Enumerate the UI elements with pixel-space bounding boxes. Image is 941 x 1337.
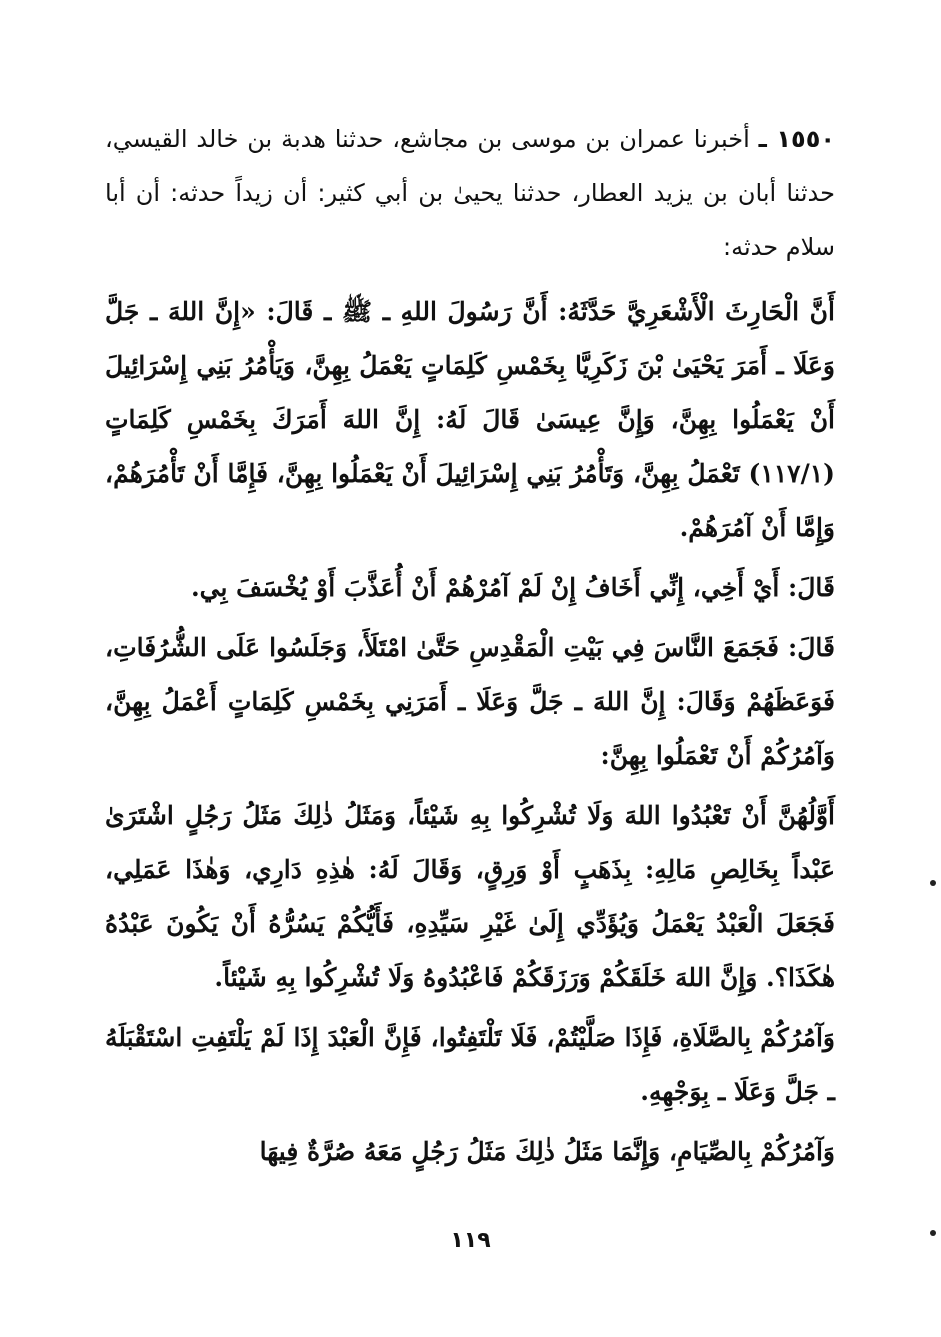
matn-paragraph-4: أَوَّلُهُنَّ أَنْ تَعْبُدُوا اللهَ وَلَا تُشْرِكُوا بِهِ شَيْئاً، وَمَثَلُ ذٰلِكَ مَثَلُ رَجُلٍ اشْتَرَىٰ عَبْداً بِخَالِصِ مَالِهِ: بِذَهَبٍ أَوْ وَرِقٍ، وَقَالَ لَهُ: هٰذِهِ دَارِي، وَهٰذَا عَمَلِي، فَجَعَلَ الْعَبْدُ يَعْمَلُ وَيُؤَدِّي إِلَىٰ غَيْرِ سَيِّدِهِ، فَأَيُّكُمْ يَسُرُّهُ أَنْ يَكُونَ عَبْدُهُ هٰكَذَا؟. وَإِنَّ اللهَ خَلَقَكُمْ وَرَزَقَكُمْ فَاعْبُدُوهُ وَلَا تُشْرِكُوا بِهِ شَيْئاً. <box>105 801 835 992</box>
matn-paragraph-2: قَالَ: أَيْ أَخِي، إِنِّي أَخَافُ إِنْ لَمْ آمُرْهُمْ أَنْ أُعَذَّبَ أَوْ يُخْسَفَ بِي. <box>190 573 835 602</box>
matn-paragraph-5: وَآمُرُكُمْ بِالصَّلَاةِ، فَإِذَا صَلَّيْتُمْ، فَلَا تَلْتَفِتُوا، فَإِنَّ الْعَبْدَ إِذَا لَمْ يَلْتَفِتِ اسْتَقْبَلَهُ ـ جَلَّ وَعَلَا ـ بِوَجْهِهِ. <box>105 1023 835 1106</box>
matn-block <box>105 285 835 1185</box>
page-number: ١١٩ <box>450 1228 491 1253</box>
matn-paragraph-6: وَآمُرُكُمْ بِالصِّيَامِ، وَإِنَّمَا مَثَلُ ذٰلِكَ مَثَلُ رَجُلٍ مَعَهُ صُرَّةٌ فِيهَا <box>259 1137 835 1166</box>
scan-speck <box>930 1230 936 1236</box>
isnad-paragraph <box>105 112 835 274</box>
matn-paragraph-1: أَنَّ الْحَارِثَ الْأَشْعَرِيَّ حَدَّثَهُ: أَنَّ رَسُولَ اللهِ ـ ﷺ ـ قَالَ: «إِنَّ اللهَ ـ جَلَّ وَعَلَا ـ أَمَرَ يَحْيَىٰ بْنَ زَكَرِيَّا بِخَمْسِ كَلِمَاتٍ يَعْمَلُ بِهِنَّ، وَيَأْمُرُ بَنِي إِسْرَائِيلَ أَنْ يَعْمَلُوا بِهِنَّ، وَإِنَّ عِيسَىٰ قَالَ لَهُ: إِنَّ اللهَ أَمَرَكَ بِخَمْسِ كَلِمَاتٍ (١١٧/١) تَعْمَلُ بِهِنَّ، وَتَأْمُرُ بَنِي إِسْرَائِيلَ أَنْ يَعْمَلُوا بِهِنَّ، فَإِمَّا أَنْ تَأْمُرَهُمْ، وَإِمَّا أَنْ آمُرَهُمْ. <box>105 297 835 542</box>
isnad-text: أخبرنا عمران بن موسى بن مجاشع، حدثنا هدبة بن خالد القيسي، حدثنا أبان بن يزيد العطار، حدثنا يحيىٰ بن أبي كثير: أن زيداً حدثه: أن أبا سلام حدثه: <box>105 125 835 261</box>
isnad-line <box>105 112 835 274</box>
matn-paragraph-3: قَالَ: فَجَمَعَ النَّاسَ فِي بَيْتِ الْمَقْدِسِ حَتَّىٰ امْتَلَأَ، وَجَلَسُوا عَلَى الشُّرُفَاتِ، فَوَعَظَهُمْ وَقَالَ: إِنَّ اللهَ ـ جَلَّ وَعَلَا ـ أَمَرَنِي بِخَمْسِ كَلِمَاتٍ أَعْمَلُ بِهِنَّ، وَآمُرُكُمْ أَنْ تَعْمَلُوا بِهِنَّ: <box>105 633 835 770</box>
hadith-number: ١٥٥٠ ـ <box>758 125 835 153</box>
scan-speck <box>930 880 936 886</box>
